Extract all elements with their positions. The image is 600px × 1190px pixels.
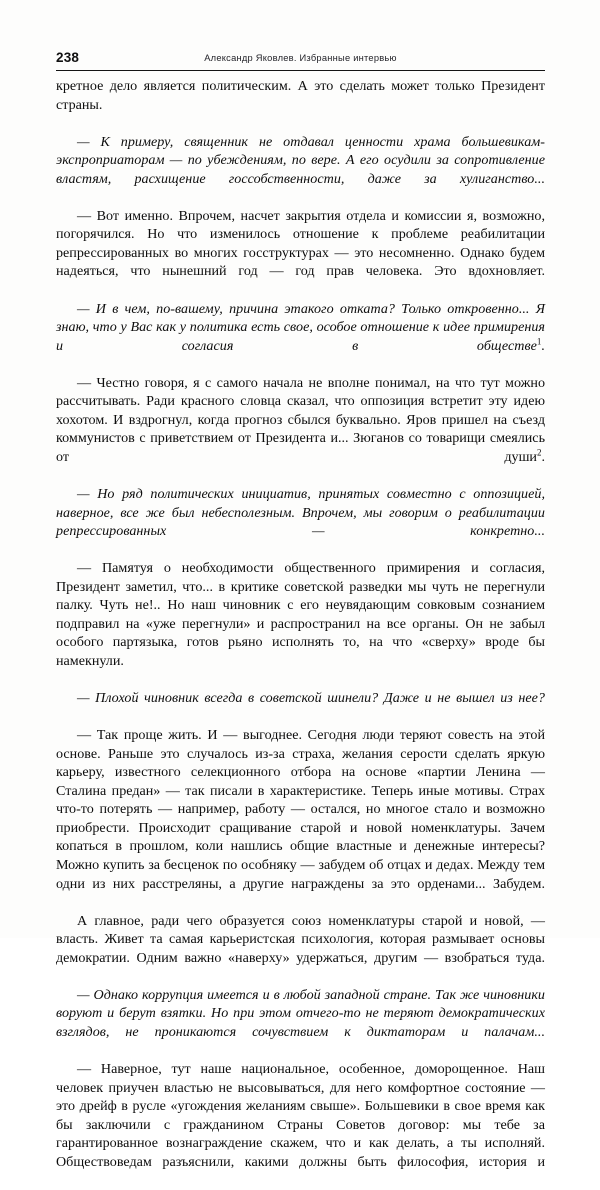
footnote-marker: 1 — [536, 335, 542, 346]
paragraph: — Плохой чиновник всегда в советской шинели? Даже и не вышел из нее? — [77, 690, 545, 707]
paragraph: — Однако коррупция имеется и в любой западной стране. Так же чиновники воруют и берут взятки. Но при этом отчего-то не теряют демократических взглядов, не проникаются сочувствием к диктаторам и палачам... — [56, 986, 545, 1040]
paragraph: — Так проще жить. И — выгоднее. Сегодня люди теряют совесть на этой основе. Раньше это случалось из-за страха, желания серости сделать яркую карьеру, известного селекционного отбора на основе «партии Ленина — Сталина предан» — так писали в характеристике. Теперь иные мотивы. Страх что-то потерять — например, работу — остался, но многое стало и возможно приобрести. Происходит сращивание старой и новой номенклатуры. Зачем копаться в прошлом, коли нашлись общие властные и денежные интересы? Можно купить за бесценок по особняку — забудем об отцах и дедах. Между тем одни из них расстреляны, а другие награждены за это орденами... Забудем. — [56, 727, 545, 892]
page-number: 238 — [56, 50, 80, 65]
paragraph: А главное, ради чего образуется союз номенклатуры старой и новой, — власть. Живет та самая карьеристская психология, которая размывает основы демократии. Одним важно «наверху» удержаться, другим — взобраться туда. — [56, 912, 545, 966]
paragraph: — Вот именно. Впрочем, насчет закрытия отдела и комиссии я, возможно, погорячился. Но что изменилось отношение к проблеме реабилитации репрессированных во многих госструктурах — это несомненно. Однако будем надеяться, что нынешний год — год прав человека. Это вдохновляет. — [56, 207, 545, 280]
paragraph-text-tail: . — [541, 337, 545, 354]
header-divider — [56, 70, 545, 71]
body-text-column — [56, 77, 545, 1190]
footnote-marker: 2 — [536, 447, 542, 458]
paragraph: — Но ряд политических инициатив, принятых совместно с оппозицией, наверное, все же был небесполезным. Впрочем, мы говорим о реабилитации репрессированных — конкретно... — [56, 486, 545, 540]
paragraph: кретное дело является политическим. А это сделать может только Президент страны. — [56, 78, 545, 113]
paragraph — [56, 374, 545, 485]
running-header — [56, 50, 545, 72]
paragraph-text-tail: . — [541, 448, 545, 465]
paragraph: — К примеру, священник не отдавал ценности храма большевикам-экспроприаторам — по убеждениям, по вере. А его осудили за сопротивление властям, расхищение госсобственности, даже за хулиганство... — [56, 133, 545, 187]
running-title: Александр Яковлев. Избранные интервью — [204, 53, 397, 64]
paragraph — [56, 300, 545, 374]
paragraph: — Памятуя о необходимости общественного примирения и согласия, Президент заметил, что... в критике советской разведки мы чуть не перегнули палку. Чуть не!.. Но наш чиновник с его неувядающим совковым сознанием подправил на «уже перегнули» и распространил на все органы. Он не забыл особого партязыка, готов рьяно исполнять то, на что «сверху» вроде бы намекнули. — [56, 560, 545, 669]
paragraph: — Наверное, тут наше национальное, особенное, доморощенное. Наш человек приучен властью не высовываться, для него комфортное состояние — это дрейф в русле «угождения желаниям свыше». Большевики в свое время как бы заключили с гражданином Страны Советов договор: мы тебе за гарантированное вознаграждение скажем, что и как делать, а ты исполняй. Обществоведам разъяснили, какими должны быть философия, история и — [56, 1060, 545, 1170]
paragraph-text: — И в чем, по-вашему, причина этакого отката? Только откровенно... Я знаю, что у Вас как у политика есть свое, особое отношение к идее примирения и согласия в обществе — [56, 300, 545, 354]
paragraph-text: — Честно говоря, я с самого начала не вполне понимал, на что тут можно рассчитывать. Ради красного словца сказал, что оппозиция встретит эту идею хохотом. И вздрогнул, когда прогноз сбылся буквально. Яров пришел на съезд коммунистов с приветствием от Президента и... Зюганов со товарищи смеялись от души — [56, 374, 545, 465]
